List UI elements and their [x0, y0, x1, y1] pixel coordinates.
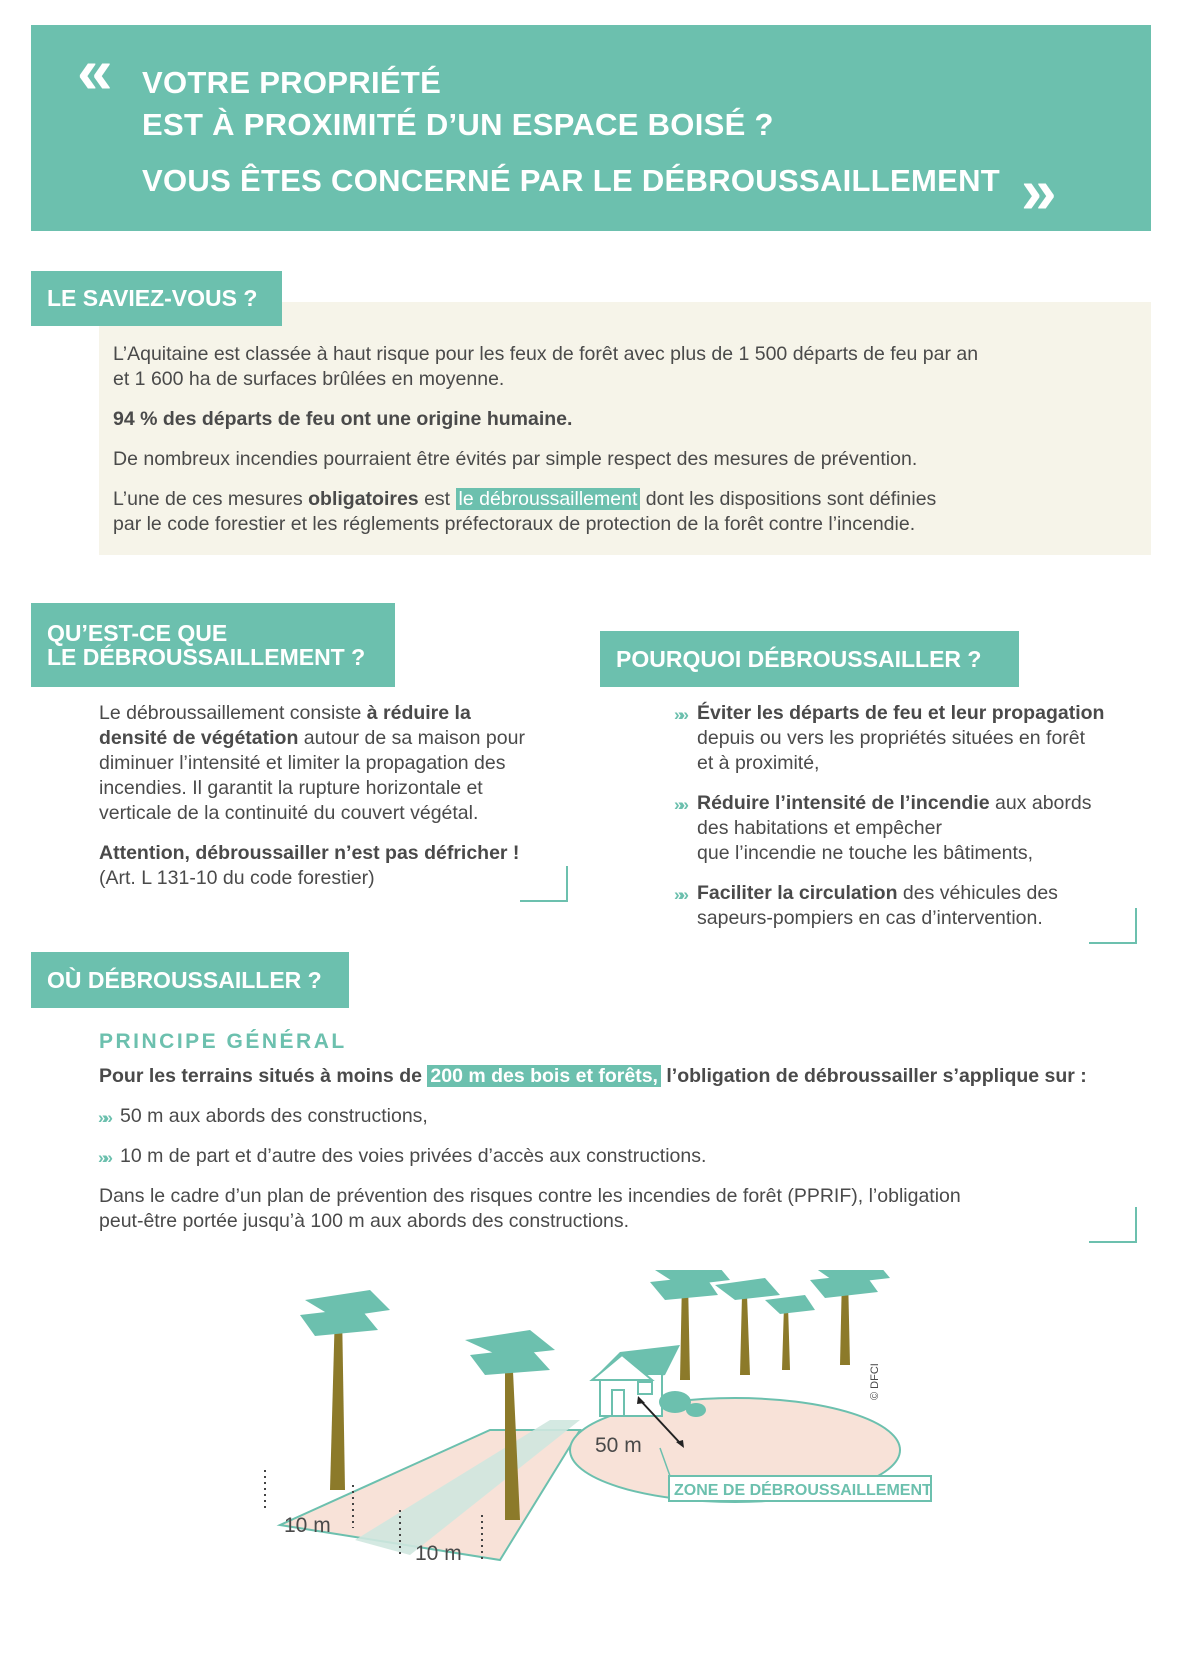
double-chevron-right-icon: »»: [98, 1108, 109, 1127]
double-chevron-right-icon: »»: [674, 885, 685, 904]
banner-line-3: VOUS ÊTES CONCERNÉ PAR LE DÉBROUSSAILLEMENT: [142, 163, 1001, 198]
bush: [686, 1403, 706, 1417]
double-chevron-right-icon: »»: [98, 1148, 109, 1167]
pine-tree-icon: [300, 1290, 390, 1490]
ou-lead: [99, 1064, 1087, 1089]
quoi-l1-pre: Le débroussaillement consiste: [99, 702, 367, 724]
ou-bullet-1: 50 m aux abords des constructions,: [120, 1105, 428, 1127]
ou-pprif-line2: peut-être portée jusqu’à 100 m aux abords des constructions.: [99, 1210, 630, 1232]
quoi-title: [31, 603, 395, 687]
pourquoi-title: POURQUOI DÉBROUSSAILLER ?: [600, 631, 1019, 687]
saviez-p2: 94 % des départs de feu ont une origine humaine.: [113, 408, 573, 430]
corner-decoration: [1089, 1207, 1137, 1243]
pourquoi-item-3-rest: des véhicules des: [897, 882, 1058, 904]
pourquoi-item-3-line2: sapeurs-pompiers en cas d’intervention.: [697, 907, 1043, 929]
pourquoi-item-1-bold: Éviter les départs de feu et leur propagation: [697, 702, 1105, 724]
label-50m: 50 m: [595, 1434, 642, 1457]
pourquoi-item-3-line1: [697, 881, 1058, 906]
header-banner: [31, 25, 1151, 231]
banner-line-2: EST À PROXIMITÉ D’UN ESPACE BOISÉ ?: [142, 107, 774, 142]
pourquoi-item-1-line2: depuis ou vers les propriétés situées en forêt: [697, 727, 1086, 749]
pourquoi-item-1-line3: et à proximité,: [697, 752, 820, 774]
saviez-p4-line2: par le code forestier et les réglements préfectoraux de protection de la forêt contre l’incendie.: [113, 513, 916, 535]
debroussaillement-illustration: [260, 1270, 940, 1650]
ou-lead-highlight: 200 m des bois et forêts,: [427, 1065, 661, 1087]
corner-decoration: [520, 866, 568, 902]
pourquoi-item-2-line2: des habitations et empêcher: [697, 817, 942, 839]
ou-bullet-2: 10 m de part et d’autre des voies privées d’accès aux constructions.: [120, 1145, 707, 1167]
pourquoi-item-2-bold: Réduire l’intensité de l’incendie: [697, 792, 990, 814]
double-chevron-right-icon: »»: [674, 795, 685, 814]
corner-decoration: [1089, 908, 1137, 944]
saviez-p4-post: dont les dispositions sont définies: [640, 488, 937, 510]
saviez-p3: De nombreux incendies pourraient être évités par simple respect des mesures de prévention.: [113, 448, 918, 470]
principe-subhead: PRINCIPE GÉNÉRAL: [99, 1030, 347, 1053]
ou-title: OÙ DÉBROUSSAILLER ?: [31, 952, 349, 1008]
pourquoi-item-3-bold: Faciliter la circulation: [697, 882, 898, 904]
quoi-line4: incendies. Il garantit la rupture horizontale et: [99, 777, 483, 799]
quoi-article: (Art. L 131-10 du code forestier): [99, 867, 375, 889]
saviez-p1-line1: L’Aquitaine est classée à haut risque pour les feux de forêt avec plus de 1 500 départs de feu par an: [113, 343, 979, 365]
pine-tree-icon: [715, 1278, 780, 1375]
double-chevron-right-icon: »»: [674, 705, 685, 724]
zone-label: ZONE DE DÉBROUSSAILLEMENT: [674, 1482, 932, 1499]
pourquoi-item-1-line1: [697, 701, 1104, 726]
label-10m-a: 10 m: [284, 1514, 331, 1537]
open-quote-icon: «: [77, 35, 113, 107]
ou-lead-post: l’obligation de débroussailler s’applique sur :: [660, 1065, 1087, 1087]
pourquoi-item-2-rest: aux abords: [989, 792, 1092, 814]
saviez-p4-line1: [113, 487, 936, 512]
quoi-line2: [99, 726, 525, 751]
saviez-p4-pre: L’une de ces mesures: [113, 488, 309, 510]
banner-line-1: VOTRE PROPRIÉTÉ: [142, 65, 442, 100]
ou-lead-pre: Pour les terrains situés à moins de: [99, 1065, 428, 1087]
quoi-attention: Attention, débroussailler n’est pas défricher !: [99, 842, 520, 864]
quoi-line5: verticale de la continuité du couvert végétal.: [99, 802, 479, 824]
pourquoi-item-2-line3: que l’incendie ne touche les bâtiments,: [697, 842, 1034, 864]
quoi-l2-post: autour de sa maison pour: [298, 727, 525, 749]
quoi-l2-bold: densité de végétation: [99, 727, 299, 749]
saviez-p4-highlight: le débroussaillement: [456, 488, 641, 510]
quoi-line3: diminuer l’intensité et limiter la propagation des: [99, 752, 506, 774]
saviez-p4-mid: est: [418, 488, 456, 510]
pine-tree-icon: [810, 1270, 890, 1365]
quoi-line1: [99, 701, 471, 726]
label-10m-b: 10 m: [415, 1542, 462, 1565]
saviez-title: LE SAVIEZ-VOUS ?: [31, 271, 282, 326]
ou-pprif-line1: Dans le cadre d’un plan de prévention des risques contre les incendies de forêt (PPRIF), l’obligation: [99, 1185, 961, 1207]
pourquoi-item-2-line1: [697, 791, 1091, 816]
quoi-l1-bold: à réduire la: [366, 702, 471, 724]
credit: © DFCI: [869, 1363, 881, 1400]
pine-tree-icon: [765, 1295, 815, 1370]
saviez-p1-line2: et 1 600 ha de surfaces brûlées en moyenne.: [113, 368, 505, 390]
quoi-title-line2: LE DÉBROUSSAILLEMENT ?: [47, 644, 366, 670]
quoi-title-line1: QU’EST-CE QUE: [47, 619, 228, 646]
close-quote-icon: »: [1021, 155, 1057, 227]
saviez-p4-bold: obligatoires: [308, 488, 419, 510]
